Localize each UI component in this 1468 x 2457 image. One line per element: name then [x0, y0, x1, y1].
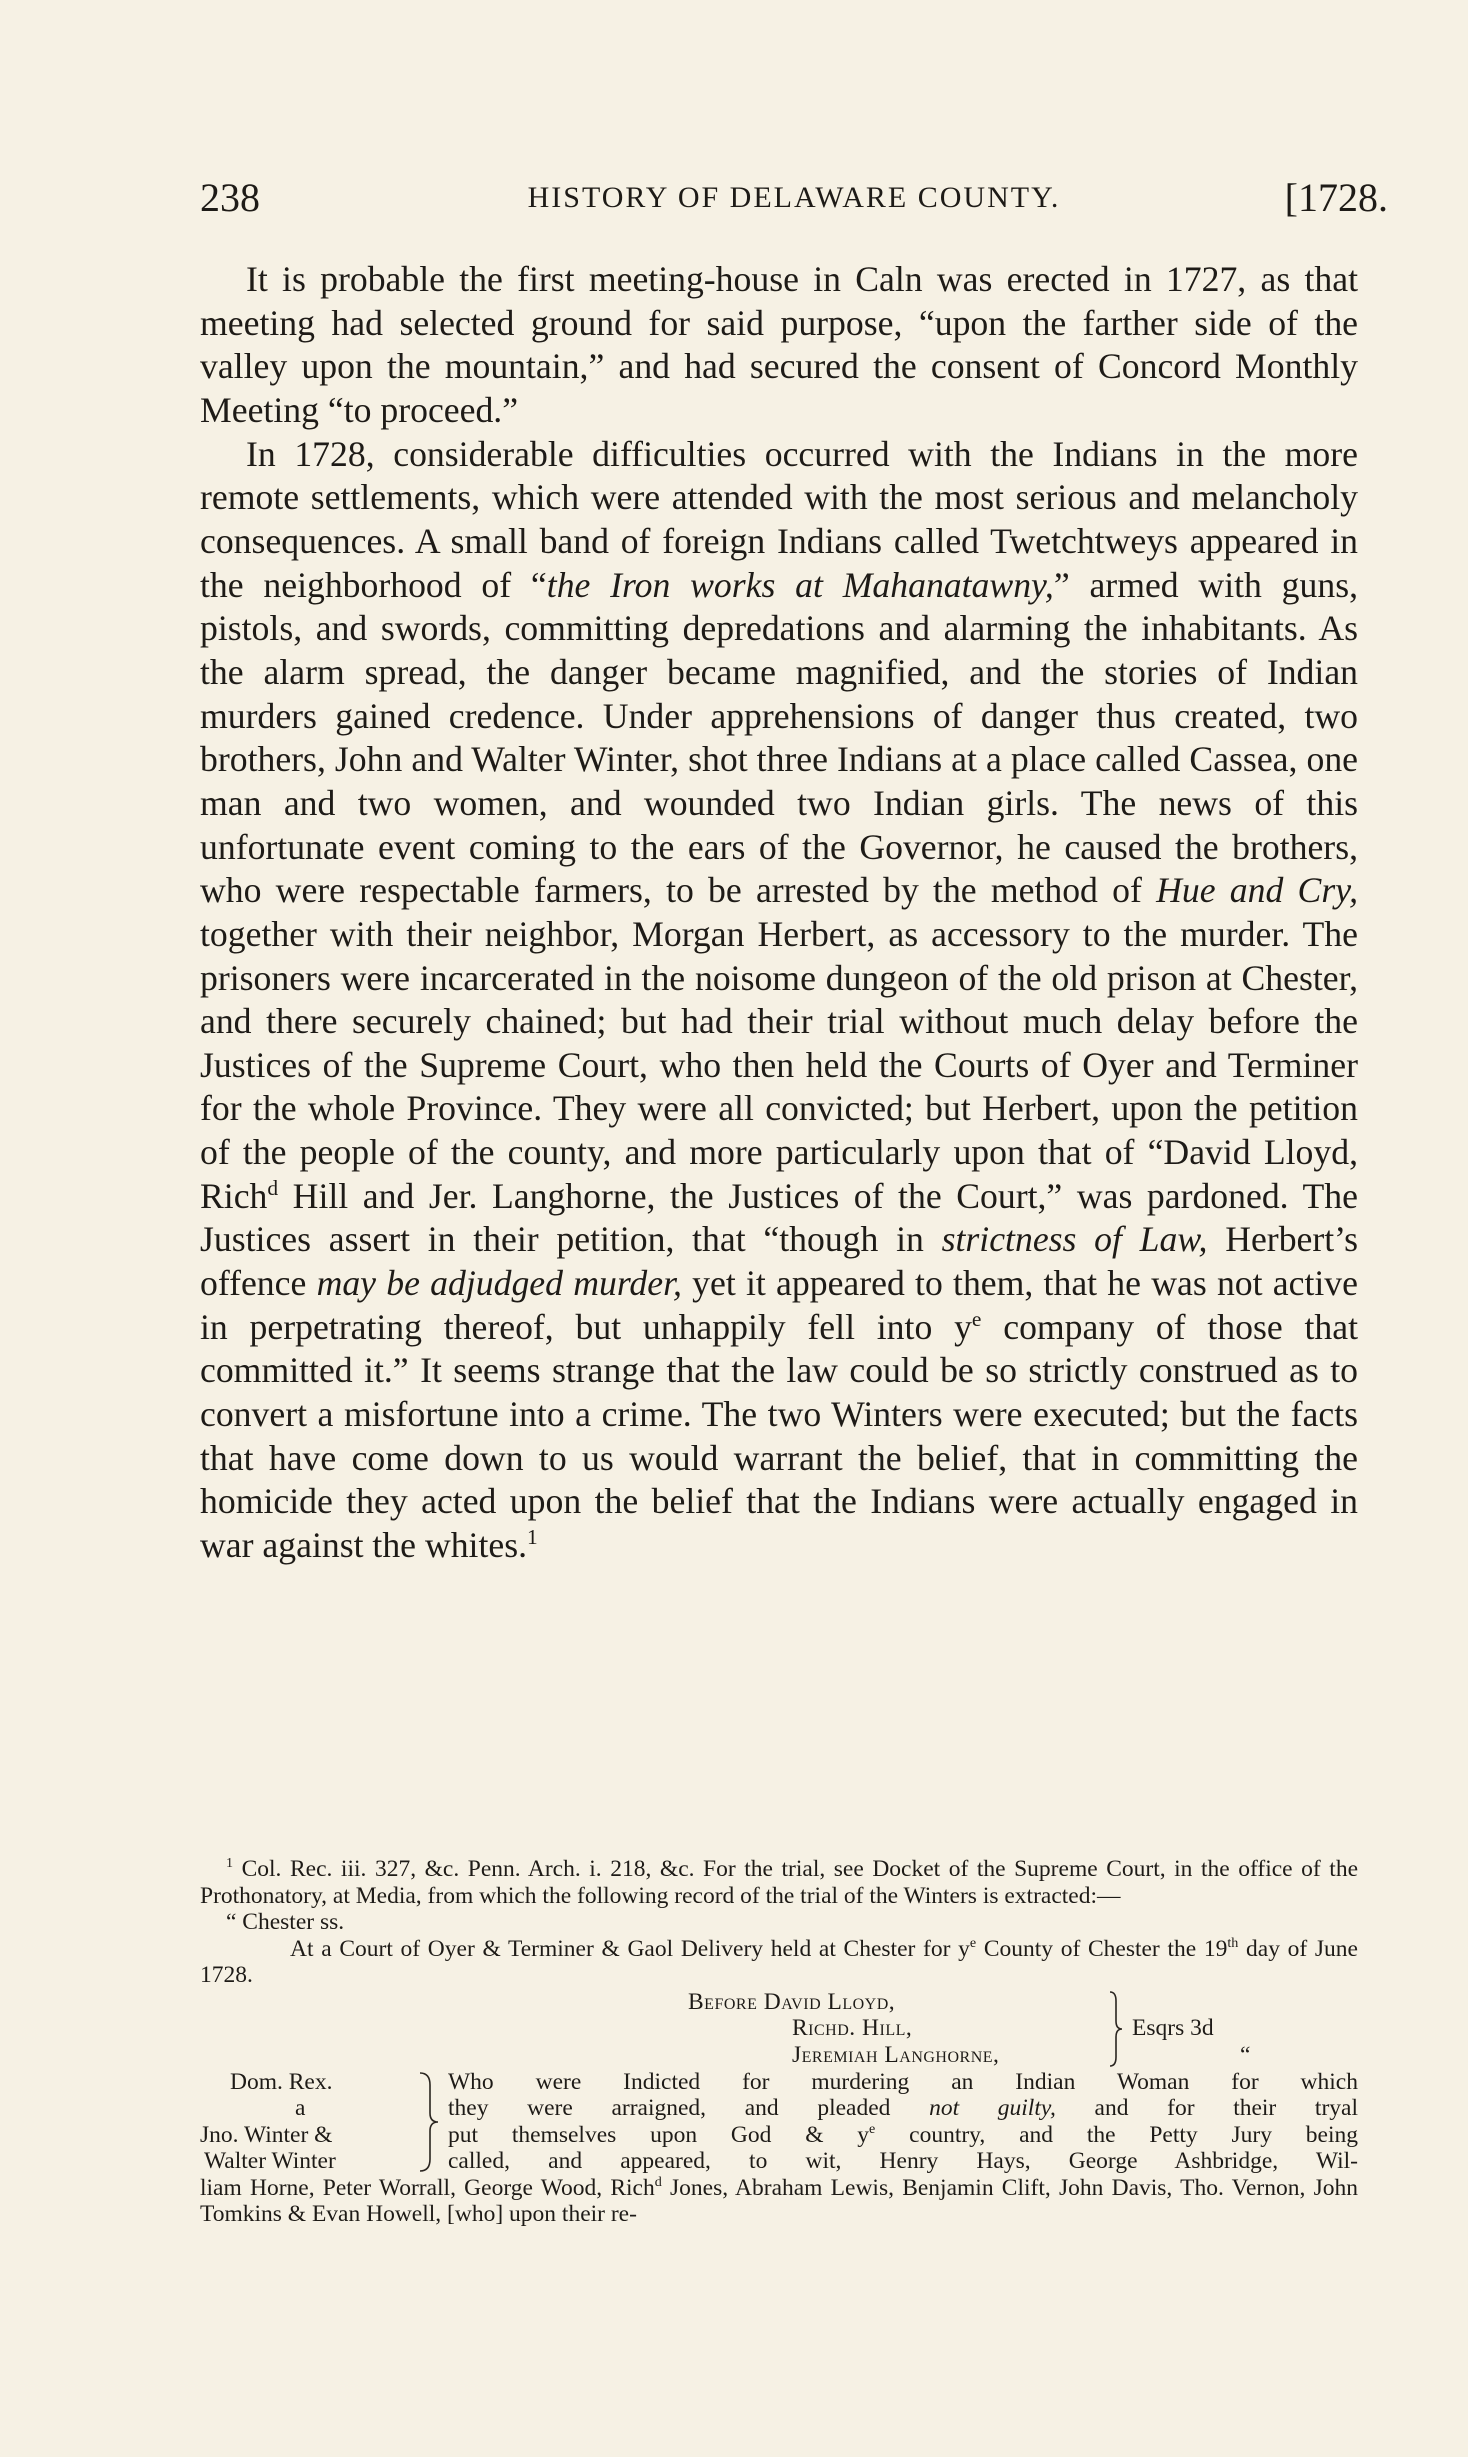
justice-name: Before David Lloyd,: [688, 1988, 896, 2015]
running-title: HISTORY OF DELAWARE COUNTY.: [527, 181, 1061, 214]
ditto-mark: “: [1240, 2041, 1251, 2068]
case-parties: Dom. Rex. a Jno. Winter & Walter Winter: [200, 2068, 336, 2174]
main-text: [200, 258, 1358, 1568]
page-number: 238: [200, 175, 260, 220]
footnote-1: $^1$ Col. Rec. iii. 327, &c. Penn. Arch. i. 218, &c. For the trial, see Docket of the Supreme Court, in the office of the Prothonatory, at Media, from which the following record of the trial of the Winters is extracted:—: [200, 1855, 1358, 1909]
chester-heading: “ Chester ss.: [226, 1909, 345, 1935]
italic-phrase: strictness of Law,: [941, 1219, 1208, 1260]
esquires-label: Esqrs 3d: [1132, 2015, 1214, 2041]
footnote-marker: 1: [226, 1855, 234, 1872]
court-heading: At a Court of Oyer & Terminer & Gaol Delivery held at Chester for $y^e$ County of Chester the 19th day of June 1728.: [200, 1934, 1358, 1988]
paragraph-2: In 1728, considerable difficulties occurred with the Indians in the more remote settlements, which were attended with the most serious and melancholy consequences. A small band of foreign Indians called Twetchtweys appeared in the neighborhood of “the Iron works at Mahanatawny,” armed with guns, pistols, and swords, committing depredations and alarming the inhabitants. As the alarm spread, the danger became magnified, and the stories of Indian murders gained credence. Under apprehensions of danger thus created, two brothers, John and Walter Winter, shot three Indians at a place called Cassea, one man and two women, and wounded two Indian girls. The news of this unfortunate event coming to the ears of the Governor, he caused the brothers, who were respectable farmers, to be arrested by the method of Hue and Cry, together with their neighbor, Morgan Herbert, as accessory to the murder. The prisoners were incarcerated in the noisome dungeon of the old prison at Chester, and there securely chained; but had their trial without much delay before the Justices of the Supreme Court, who then held the Courts of Oyer and Terminer for the whole Province. They were all convicted; but Herbert, upon the petition of the people of the county, and more particularly upon that of “David Lloyd, Rich$^d$ Hill and Jer. Langhorne, the Justices of the Court,” was pardoned. The Justices assert in their petition, that “though in strictness of Law, Herbert’s offence may be adjudged murder, yet it appeared to them, that he was not active in perpetrating thereof, but unhappily fell into $y^e$ company of those that committed it.” It seems strange that the law could be so strictly construed as to convert a misfortune into a crime. The two Winters were executed; but the facts that have come down to us would warrant the belief, that in committing the homicide they acted upon the belief that the Indians were actually engaged in war against the whites.$^1$: [200, 433, 1359, 1566]
paragraph-1: It is probable the first meeting-house in Caln was erected in 1727, as that meeting had selected ground for said purpose, “upon the farther side of the valley upon the mountain,” and had secured the consent of Concord Monthly Meeting “to proceed.”: [200, 259, 1358, 430]
indictment-block: [200, 2069, 1358, 2175]
justices-block: [200, 1989, 1358, 2069]
footnote-reference: 1: [527, 1525, 538, 1550]
italic-phrase: Hue and Cry,: [1156, 870, 1358, 911]
case-text: Who were Indicted for murdering an Indian Woman for which they were arraigned, and pleaded not guilty, and for their tryal put themselves upon God & $y^e$ country, and the Petty Jury being called, and appeared, to wit, Henry Hays, George Ashbridge, Wil-: [448, 2068, 1358, 2174]
italic-phrase: may be adjudged murder,: [316, 1263, 682, 1304]
header-year: [1728.: [1284, 175, 1388, 220]
left-brace-icon: [418, 2069, 440, 2175]
page-header: [200, 168, 1388, 228]
right-brace-icon: [1108, 1989, 1124, 2069]
justice-name: Jeremiah Langhorne,: [792, 2041, 1000, 2068]
jury-list: liam Horne, Peter Worrall, George Wood, Rich$^d$ Jones, Abraham Lewis, Benjamin Clift, John Davis, Tho. Vernon, John Tomkins & Evan Howell, [who] upon their re-: [200, 2173, 1358, 2227]
italic-phrase: the Iron works at Mahanatawny,: [546, 564, 1054, 605]
footnotes: [200, 1856, 1358, 2228]
justice-name: Richd. Hill,: [792, 2015, 913, 2041]
